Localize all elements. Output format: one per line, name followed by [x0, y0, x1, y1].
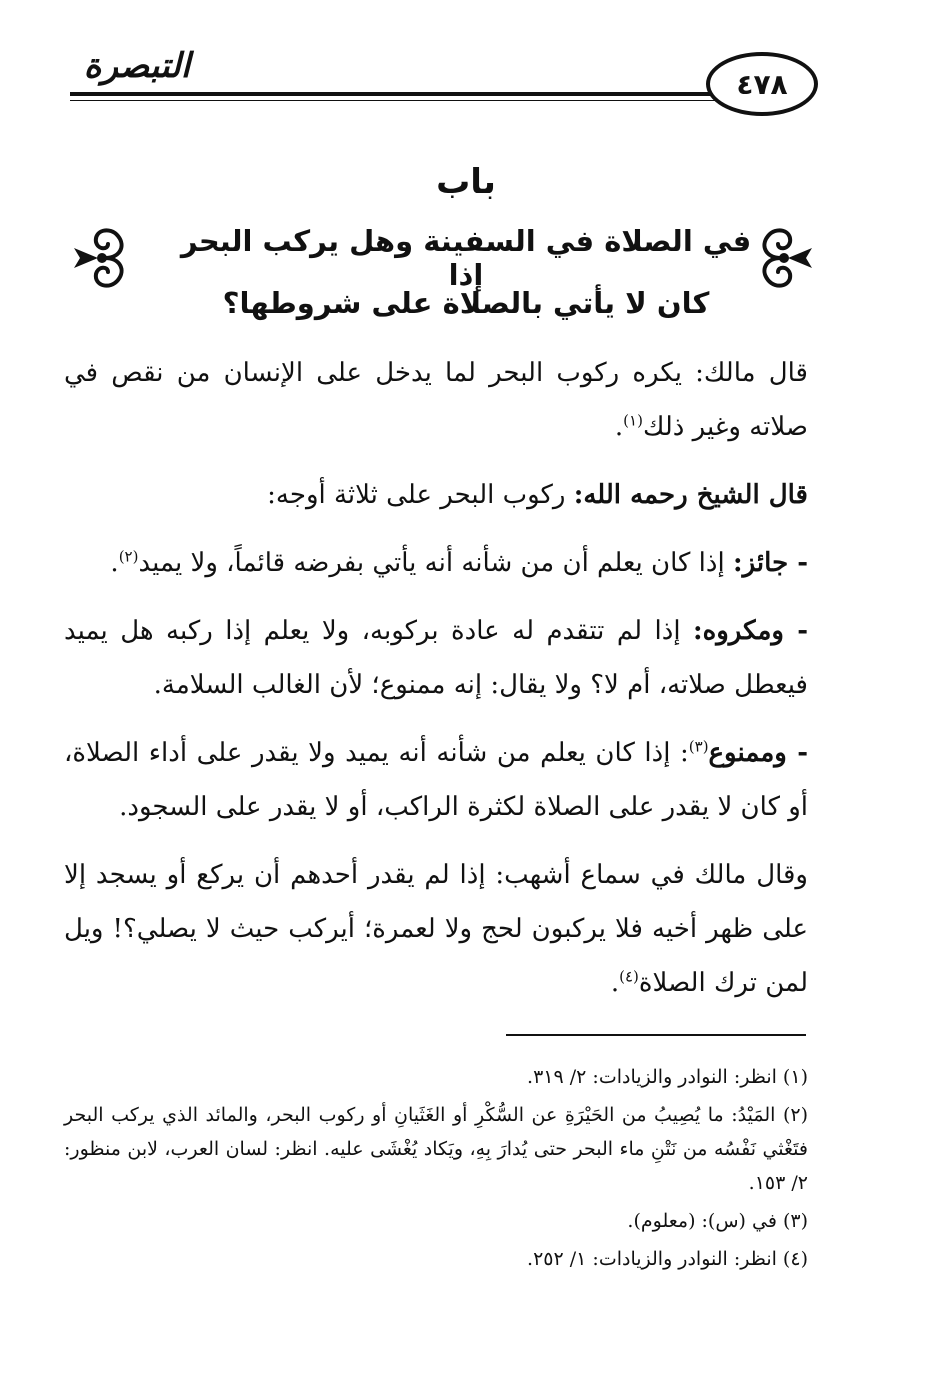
footnote-ref-1: (١): [623, 411, 643, 430]
paragraph-5-text: : إذا كان يعلم من شأنه أنه يميد ولا يقدر على أداء الصلاة، أو كان لا يقدر على الصلاة لكثرة الراكب، أو لا يقدر على السجود.: [64, 738, 808, 822]
paragraph-3-text: إذا كان يعلم أن من شأنه أنه يأتي بفرضه قائماً، ولا يميد: [138, 548, 733, 578]
paragraph-2-lead: قال الشيخ رحمه الله:: [573, 480, 808, 510]
footnotes: [64, 1060, 808, 1280]
paragraph-1-end: .: [614, 412, 624, 442]
body-text: [64, 346, 808, 1024]
footnote-2: (٢) المَيْدُ: ما يُصِيبُ من الحَيْرَةِ عن السُّكْرِ أو الغَثَيانِ أو ركوب البحر، والمائد الذي يركب البحر فتَغْثي نَفْسُه من نَتْنِ ماء البحر حتى يُدارَ بِهِ، ويَكاد يُغْشَى عليه. انظر: لسان العرب، لابن منظور: ٢/ ١٥٣.: [64, 1104, 808, 1194]
footnote-ref-2: (٢): [118, 547, 139, 566]
paragraph-4: [64, 604, 808, 712]
book-title: التبصرة: [68, 46, 206, 86]
paragraph-1: [64, 346, 808, 454]
footnote-ref-3: (٣): [688, 737, 709, 756]
header-rule: [70, 92, 720, 96]
paragraph-5: [64, 726, 808, 834]
paragraph-6: [64, 848, 808, 1010]
paragraph-6-text: وقال مالك في سماع أشهب: إذا لم يقدر أحدهم أن يركع أو يسجد إلا على ظهر أخيه فلا يركبون لحج ولا لعمرة؛ أيركب حيث لا يصلي؟! ويل لمن ترك الصلاة: [64, 860, 808, 998]
paragraph-3-lead: - جائز:: [732, 548, 808, 578]
page-number-badge: [706, 52, 818, 116]
chapter-title-line-1: في الصلاة في السفينة وهل يركب البحر إذا: [180, 224, 752, 292]
chapter-title-line-2: كان لا يأتي بالصلاة على شروطها؟: [222, 286, 710, 320]
paragraph-4-lead: - ومكروه:: [693, 616, 809, 646]
footnote-ref-4: (٤): [619, 967, 639, 986]
footnote-3: (٣) في (س): (معلوم).: [627, 1210, 808, 1232]
paragraph-1-text: قال مالك: يكره ركوب البحر لما يدخل على الإنسان من نقص في صلاته وغير ذلك: [64, 358, 808, 442]
floral-ornament-icon: [72, 218, 138, 296]
paragraph-2: [64, 468, 808, 522]
paragraph-3-end: .: [110, 548, 119, 578]
paragraph-6-end: .: [610, 968, 620, 998]
paragraph-4-text: إذا لم تتقدم له عادة بركوبه، ولا يعلم إذا ركبه هل يميد فيعطل صلاته، أم لا؟ ولا يقال: إنه ممنوع؛ لأن الغالب السلامة.: [64, 616, 808, 700]
paragraph-2-text: ركوب البحر على ثلاثة أوجه:: [267, 480, 574, 510]
footnote-4: (٤) انظر: النوادر والزيادات: ١/ ٢٥٢.: [527, 1248, 808, 1270]
footnote-separator: [506, 1034, 806, 1036]
footnote-1: (١) انظر: النوادر والزيادات: ٢/ ٣١٩.: [527, 1066, 808, 1088]
paragraph-5-lead: - وممنوع: [708, 738, 809, 768]
chapter-label: باب: [436, 162, 496, 202]
page-number: ٤٧٨: [736, 67, 788, 101]
header-rule-thin: [70, 100, 720, 101]
paragraph-3: [64, 536, 808, 590]
